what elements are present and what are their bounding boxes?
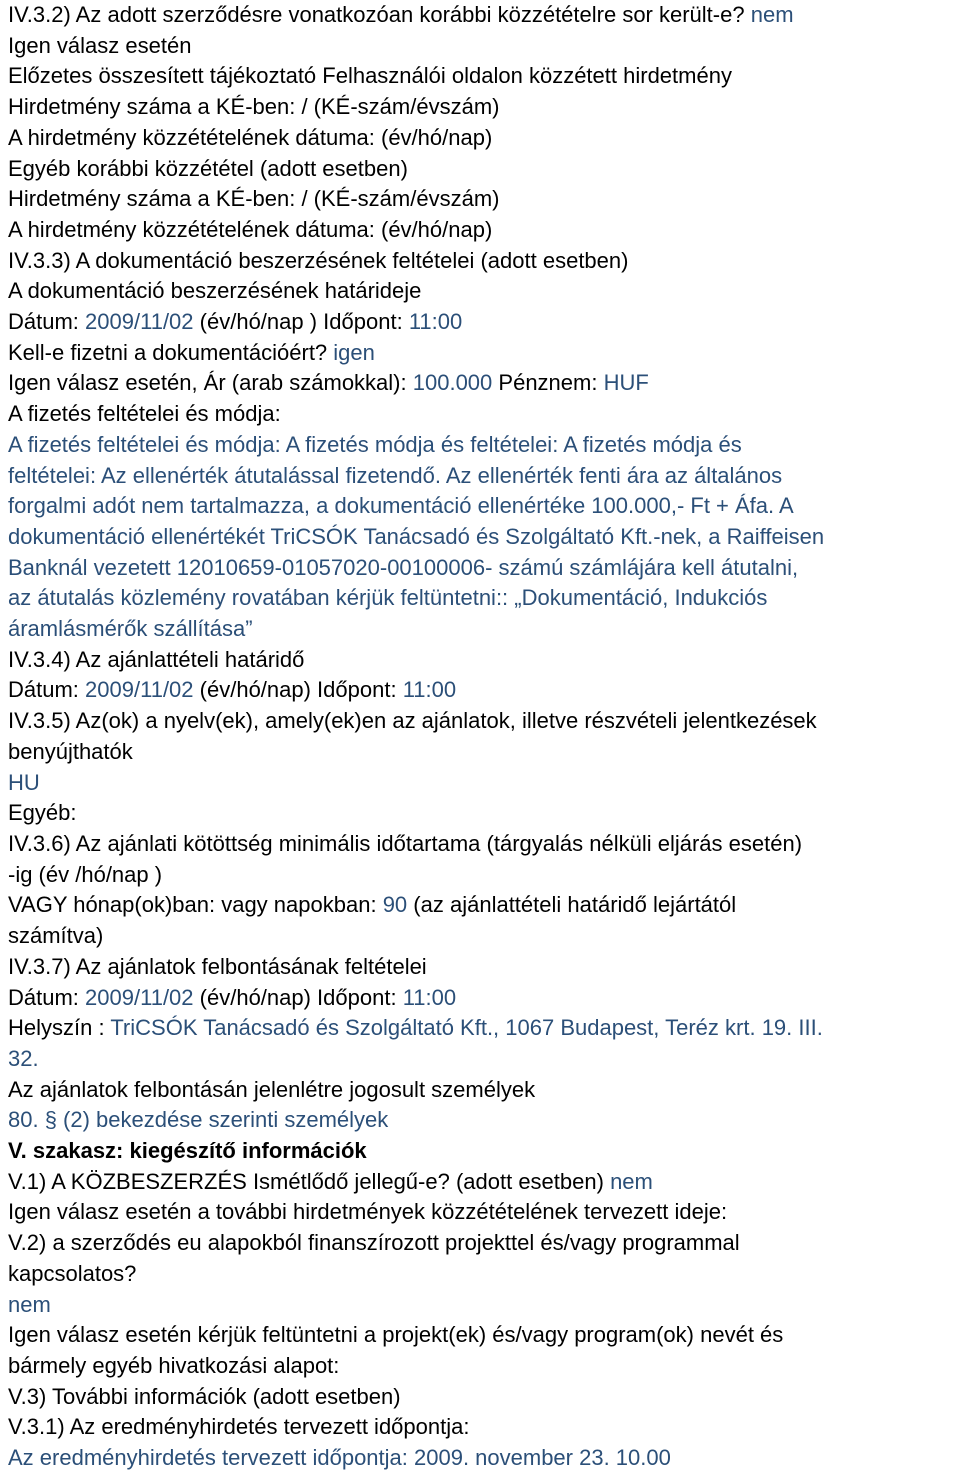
payment-conditions-text: Banknál vezetett 12010659-01057020-00100006- számú számlájára kell átutalni,	[8, 554, 799, 580]
if-yes-label: Igen válasz esetén	[8, 32, 192, 58]
notice-number-label-2: Hirdetmény száma a KÉ-ben: / (KÉ-szám/évszám)	[8, 186, 500, 212]
prior-notice-label: Előzetes összesített tájékoztató Felhasználói oldalon közzétett hirdetmény	[8, 63, 732, 89]
days-value: 90	[382, 892, 408, 918]
opening-date-line: Dátum: 2009/11/02 (év/hó/nap) Időpont: 11:00	[8, 984, 457, 1010]
documentation-section-title: IV.3.3) A dokumentáció beszerzésének feltételei (adott esetben)	[8, 247, 629, 273]
languages-title-cont: benyújthatók	[8, 738, 133, 764]
answer-value: nem	[750, 2, 794, 27]
answer-value: igen	[333, 339, 375, 365]
payment-conditions-text: az átutalás közlemény rovatában kérjük feltüntetni:: „Dokumentáció, Indukciós	[8, 585, 768, 611]
documentation-deadline-label: A dokumentáció beszerzésének határideje	[8, 278, 422, 304]
recurring-question: V.1) A KÖZBESZERZÉS Ismétlődő jellegű-e? (adott esetben) nem	[8, 1168, 653, 1194]
payment-conditions-label: A fizetés feltételei és módja:	[8, 401, 281, 427]
payment-question: Kell-e fizetni a dokumentációért? igen	[8, 339, 375, 365]
other-language-label: Egyéb:	[8, 800, 77, 826]
opening-conditions-title: IV.3.7) Az ajánlatok felbontásának feltételei	[8, 953, 427, 979]
result-date-value: Az eredményhirdetés tervezett időpontja: 2009. november 23. 10.00	[8, 1445, 671, 1471]
opening-persons-value: 80. § (2) bekezdése szerinti személyek	[8, 1107, 389, 1133]
time-value: 11:00	[402, 984, 457, 1010]
answer-value: nem	[610, 1168, 653, 1194]
opening-place-line: Helyszín : TriCSÓK Tanácsadó és Szolgáltató Kft., 1067 Budapest, Teréz krt. 19. III.	[8, 1015, 823, 1041]
place-value-cont: 32.	[8, 1045, 39, 1071]
tender-deadline-date-line: Dátum: 2009/11/02 (év/hó/nap) Időpont: 11:00	[8, 677, 457, 703]
time-value: 11:00	[402, 677, 457, 703]
place-value: TriCSÓK Tanácsadó és Szolgáltató Kft., 1067 Budapest, Teréz krt. 19. III.	[110, 1015, 823, 1041]
languages-title: IV.3.5) Az(ok) a nyelv(ek), amely(ek)en az ajánlatok, illetve részvételi jelentkezések	[8, 708, 817, 734]
prior-publication-question: IV.3.2) Az adott szerződésre vonatkozóan korábbi közzétételre sor került-e? nem	[8, 2, 794, 27]
payment-conditions-text: forgalmi adót nem tartalmazza, a dokumentáció ellenértéke 100.000,- Ft + Áfa. A	[8, 493, 794, 519]
time-value: 11:00	[408, 309, 463, 335]
notice-date-label: A hirdetmény közzétételének dátuma: (év/hó/nap)	[8, 124, 493, 150]
date-value: 2009/11/02	[85, 309, 194, 335]
payment-conditions-text: feltételei: Az ellenérték átutalással fizetendő. Az ellenérték fenti ára az általános	[8, 462, 783, 488]
documentation-date-line: Dátum: 2009/11/02 (év/hó/nap ) Időpont: 11:00	[8, 309, 463, 335]
binding-period-until: -ig (év /hó/nap )	[8, 861, 163, 887]
other-publication-label: Egyéb korábbi közzététel (adott esetben)	[8, 155, 408, 181]
language-value: HU	[8, 769, 40, 795]
date-value: 2009/11/02	[85, 984, 194, 1010]
notice-number-label: Hirdetmény száma a KÉ-ben: / (KÉ-szám/évszám)	[8, 94, 500, 120]
binding-period-days-line: VAGY hónap(ok)ban: vagy napokban: 90 (az ajánlattételi határidő lejártától	[8, 892, 737, 918]
currency-value: HUF	[603, 370, 649, 396]
payment-conditions-text: dokumentáció ellenértékét TriCSÓK Tanácsadó és Szolgáltató Kft.-nek, a Raiffeisen	[8, 523, 825, 549]
opening-persons-label: Az ajánlatok felbontásán jelenlétre jogosult személyek	[8, 1076, 536, 1102]
payment-conditions-text: A fizetés feltételei és módja: A fizetés módja és feltételei: A fizetés módja és	[8, 431, 742, 457]
recurring-if-yes: Igen válasz esetén a további hirdetmények közzétételének tervezett ideje:	[8, 1199, 728, 1225]
binding-period-title: IV.3.6) Az ajánlati kötöttség minimális időtartama (tárgyalás nélküli eljárás esetén)	[8, 830, 803, 856]
eu-funds-answer: nem	[8, 1291, 51, 1317]
eu-funds-if-yes: Igen válasz esetén kérjük feltüntetni a projekt(ek) és/vagy program(ok) nevét és	[8, 1322, 784, 1348]
tender-deadline-title: IV.3.4) Az ajánlattételi határidő	[8, 646, 305, 672]
eu-funds-question-cont: kapcsolatos?	[8, 1260, 137, 1286]
section-v-heading: V. szakasz: kiegészítő információk	[8, 1138, 367, 1164]
price-value: 100.000	[412, 370, 493, 396]
binding-period-from: számítva)	[8, 923, 104, 949]
eu-funds-question: V.2) a szerződés eu alapokból finanszírozott projekttel és/vagy programmal	[8, 1230, 740, 1256]
payment-conditions-text: áramlásmérők szállítása”	[8, 616, 253, 642]
eu-funds-if-yes-cont: bármely egyéb hivatkozási alapot:	[8, 1352, 340, 1378]
price-line: Igen válasz esetén, Ár (arab számokkal): 100.000 Pénznem: HUF	[8, 370, 649, 396]
further-info-label: V.3) További információk (adott esetben)	[8, 1383, 401, 1409]
date-value: 2009/11/02	[85, 677, 194, 703]
notice-date-label-2: A hirdetmény közzétételének dátuma: (év/hó/nap)	[8, 216, 493, 242]
result-date-label: V.3.1) Az eredményhirdetés tervezett időpontja:	[8, 1414, 470, 1440]
